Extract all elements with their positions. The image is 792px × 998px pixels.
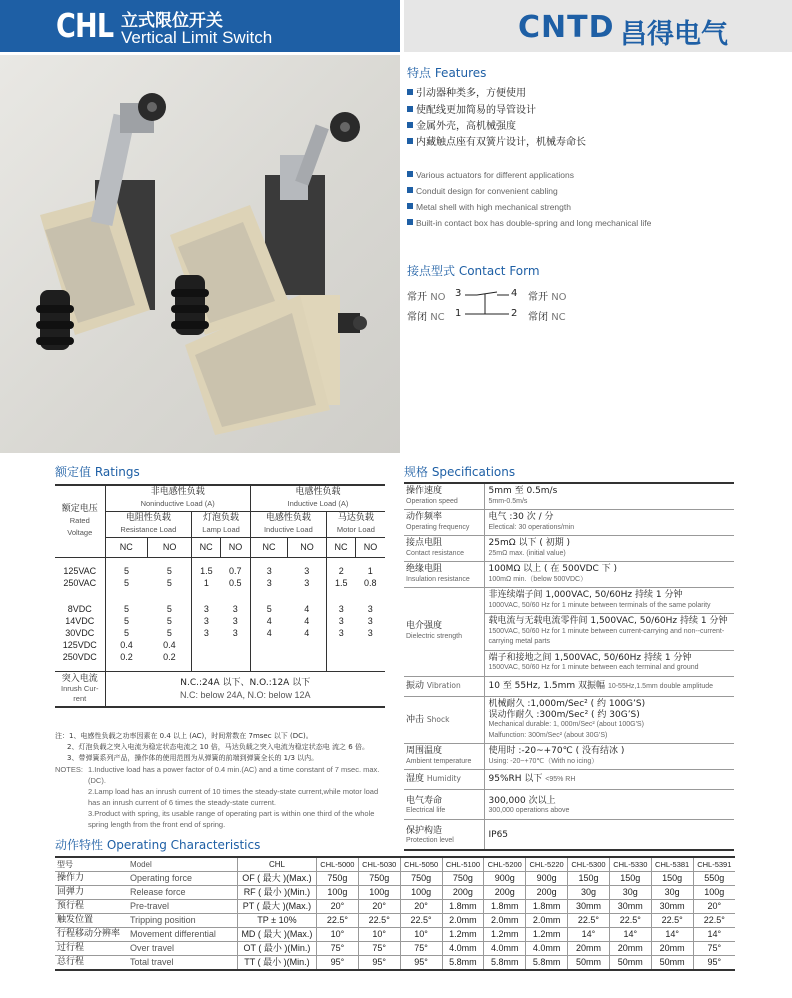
spec-row: 周围温度 Ambient temperature 使用时 :-20~+70℃ ( 没有结冰 ) Using: -20~+70℃（With no icing） — [404, 744, 734, 770]
bullet-icon — [407, 171, 413, 177]
op-row: 总行程 Total travel TT ( 最小 )(Min.) 95° 95° 95° 5.8mm 5.8mm 5.8mm 50mm 50mm 50mm 95° — [55, 956, 735, 971]
pin-4: 4 — [511, 288, 518, 299]
bullet-icon — [407, 219, 413, 225]
feature-en-2: Conduit design for convenient cabling — [407, 186, 558, 196]
spec-row: 接点电阻 Contact resistance 25mΩ 以下 ( 初期 ) 25mΩ max. (initial value) — [404, 536, 734, 562]
spec-row: 保护构造 Protection level IP65 — [404, 819, 734, 850]
inductive-header: 电感性负载 Inductive Load (A) — [250, 485, 385, 511]
brand-logo-cn: 昌得电气 — [620, 19, 728, 50]
op-row: 回弹力 Release force RF ( 最小 )(Min.) 100g 100g 100g 200g 200g 200g 30g 30g 30g 100g — [55, 886, 735, 900]
contact-nc-label-left: 常闭 NC — [407, 312, 445, 323]
ratings-dc-row: 8VDC 5 5 3 3 5 4 3 3 — [67, 604, 373, 614]
op-table — [55, 856, 735, 971]
feature-en-1: Various actuators for different applications — [407, 170, 574, 180]
contact-nc-label-right: 常闭 NC — [528, 312, 566, 323]
col-no: NO — [356, 537, 385, 557]
specs-table — [404, 482, 734, 851]
col-no: NO — [221, 537, 251, 557]
col-no: NO — [148, 537, 192, 557]
rated-voltage-header: 额定电压 Rated Voltage — [55, 485, 105, 557]
inrush-row — [55, 671, 385, 707]
lamp-load-header: 灯泡负载 Lamp Load — [192, 511, 251, 537]
inrush-label: 突入电流 Inrush Cur- rent — [60, 673, 99, 703]
col-no: NO — [288, 537, 327, 557]
product-photo — [0, 55, 400, 453]
notes: 注：1、电感性负载之功率因素在 0.4 以上 (AC)，时间常数在 7msec 以下 (DC)。 2、灯泡负载之突入电流为稳定状态电流之 10 倍，马达负载之突入电流为稳定状态电 流之 6 倍。 3、带弹簧系列产品，操作体的使用范围为从弹簧的前端到弹簧全长的 1/3 以内。 NOTES: 1.Inductive load has a power factor of 0.4 min.(AC) and a time constant of 7 msec. max.(DC). 2.Lamp load has an inrush current of 10 times the steady-state current,while motor load has an inrush current of 6 times the steady-state current. 3.Product with spring, its usable range of operating part is within one third of the whole spring length from the front end of spring. — [55, 732, 380, 829]
inductive-load-header: 电感性负载 Inductive Load — [250, 511, 326, 537]
spec-row-dielectric: 端子和接地之间 1,500VAC, 50/60Hz 持续 1 分钟 1500VAC, 50/60 Hz for 1 minute between each terminal and ground — [404, 650, 734, 676]
spec-row-dielectric: 载电流与无载电流零件间 1,500VAC, 50/60Hz 持续 1 分钟 1500VAC, 50/60 Hz for 1 minute between current-carrying and non--current-carrying metal parts — [404, 614, 734, 651]
spec-row-dielectric: 电介强度 Dielectric strength 非连续端子间 1,000VAC, 50/60Hz 持续 1 分钟 1000VAC, 50/60 Hz for 1 minute between terminals of the same polarity — [404, 588, 734, 614]
ratings-title: 额定值 Ratings — [55, 465, 140, 479]
motor-load-header: 马达负载 Motor Load — [326, 511, 385, 537]
title-cn: 立式限位开关 — [121, 11, 223, 31]
bullet-icon — [407, 187, 413, 193]
spec-row: 操作速度 Operation speed 5mm 至 0.5m/s 5mm-0.5m/s — [404, 483, 734, 510]
inrush-value: N.C.:24A 以下、N.O.:12A 以下 N.C: below 24A, N.O: below 12A — [105, 671, 385, 707]
ratings-dc-row: 250VDC 0.2 0.2 — [55, 651, 385, 663]
feature-en-3: Metal shell with high mechanical strength — [407, 202, 571, 212]
specs-title: 规格 Specifications — [404, 465, 516, 479]
feature-cn-4: 内藏触点座有双簧片设计，机械寿命长 — [407, 133, 586, 148]
ratings-ac-row: 250VAC 5 5 1 0.5 3 3 1.5 0.8 — [63, 578, 377, 588]
bullet-icon — [407, 203, 413, 209]
spec-row: 动作频率 Operating frequency 电气 :30 次 / 分 Electical: 30 operations/min — [404, 510, 734, 536]
ratings-dc-row: 14VDC 5 5 3 3 4 4 3 3 — [65, 616, 373, 626]
op-header-row: 型号 Model CHL CHL-5000 CHL-5030 CHL-5050 CHL-5100 CHL-5200 CHL-5220 CHL-5300 CHL-5330 CHL-5381 CHL-5391 — [55, 857, 735, 872]
spec-row: 电气寿命 Electrical life 300,000 次以上 300,000 operations above — [404, 789, 734, 819]
col-nc: NC — [192, 537, 221, 557]
op-row: 预行程 Pre-travel PT ( 最大 )(Max.) 20° 20° 20° 1.8mm 1.8mm 1.8mm 30mm 30mm 30mm 20° — [55, 900, 735, 914]
features-title: 特点 Features — [407, 66, 487, 80]
title-en: Vertical Limit Switch — [121, 28, 273, 47]
feature-cn-2: 使配线更加简易的导管设计 — [407, 101, 536, 116]
ratings-dc-row: 30VDC 5 5 3 3 4 4 3 3 — [65, 628, 373, 638]
feature-cn-1: 引动器种类多，方便使用 — [407, 84, 526, 99]
feature-cn-3: 金属外壳，高机械强度 — [407, 117, 516, 132]
bullet-icon — [407, 122, 413, 128]
model-code: CHL — [56, 6, 114, 45]
switch-image-1 — [36, 93, 166, 350]
op-title: 动作特性 Operating Characteristics — [55, 838, 261, 852]
op-row: 过行程 Over travel OT ( 最小 )(Min.) 75° 75° 75° 4.0mm 4.0mm 4.0mm 20mm 20mm 20mm 75° — [55, 942, 735, 956]
resistance-load-header: 电阻性负载 Resistance Load — [105, 511, 192, 537]
col-nc: NC — [326, 537, 355, 557]
col-nc: NC — [105, 537, 148, 557]
ratings-dc-row: 125VDC 0.4 0.4 — [55, 639, 385, 651]
col-nc: NC — [250, 537, 287, 557]
bullet-icon — [407, 89, 413, 95]
contact-form-title: 接点型式 Contact Form — [407, 264, 540, 278]
pin-3: 3 — [455, 288, 462, 299]
pin-1: 1 — [455, 308, 462, 319]
contact-no-label-left: 常开 NO — [407, 292, 446, 303]
op-row: 触发位置 Tripping position TP ± 10% 22.5° 22.5° 22.5° 2.0mm 2.0mm 2.0mm 22.5° 22.5° 22.5° 22.5° — [55, 914, 735, 928]
ratings-table — [55, 484, 385, 708]
contact-no-label-right: 常开 NO — [528, 292, 567, 303]
noninductive-header: 非电感性负载 Noninductive Load (A) — [105, 485, 250, 511]
bullet-icon — [407, 138, 413, 144]
op-row: 操作力 Operating force OF ( 最大 )(Max.) 750g 750g 750g 750g 900g 900g 150g 150g 150g 550g — [55, 872, 735, 886]
spec-row: 绝缘电阻 Insulation resistance 100MΩ 以上 ( 在 500VDC 下 ) 100mΩ min.（below 500VDC） — [404, 562, 734, 588]
ratings-ac-row: 125VAC 5 5 1.5 0.7 3 3 2 1 — [63, 566, 373, 576]
feature-en-4: Built-in contact box has double-spring and long mechanical life — [407, 218, 651, 228]
spec-row: 振动 Vibration 10 至 55Hz, 1.5mm 双振幅 10-55Hz,1.5mm double amplitude — [404, 676, 734, 697]
spec-row: 冲击 Shock 机械耐久 :1,000m/Sec² ( 约 100G’S) 误动作耐久 :300m/Sec² ( 约 30G’S) Mechanical durable: 1, 000m/Sec² (about 100G'S) Malfunction: 300m/Sec² (about 30G'S) — [404, 697, 734, 744]
spec-row: 湿度 Humidity 95%RH 以下 <95% RH — [404, 770, 734, 790]
op-row: 行程移动分辨率 Movement differential MD ( 最大 )(Max.) 10° 10° 10° 1.2mm 1.2mm 1.2mm 14° 14° 14° 14° — [55, 928, 735, 942]
brand-logo: CNTD — [518, 10, 615, 45]
contact-symbol-icon — [463, 288, 511, 320]
pin-2: 2 — [511, 308, 518, 319]
bullet-icon — [407, 106, 413, 112]
